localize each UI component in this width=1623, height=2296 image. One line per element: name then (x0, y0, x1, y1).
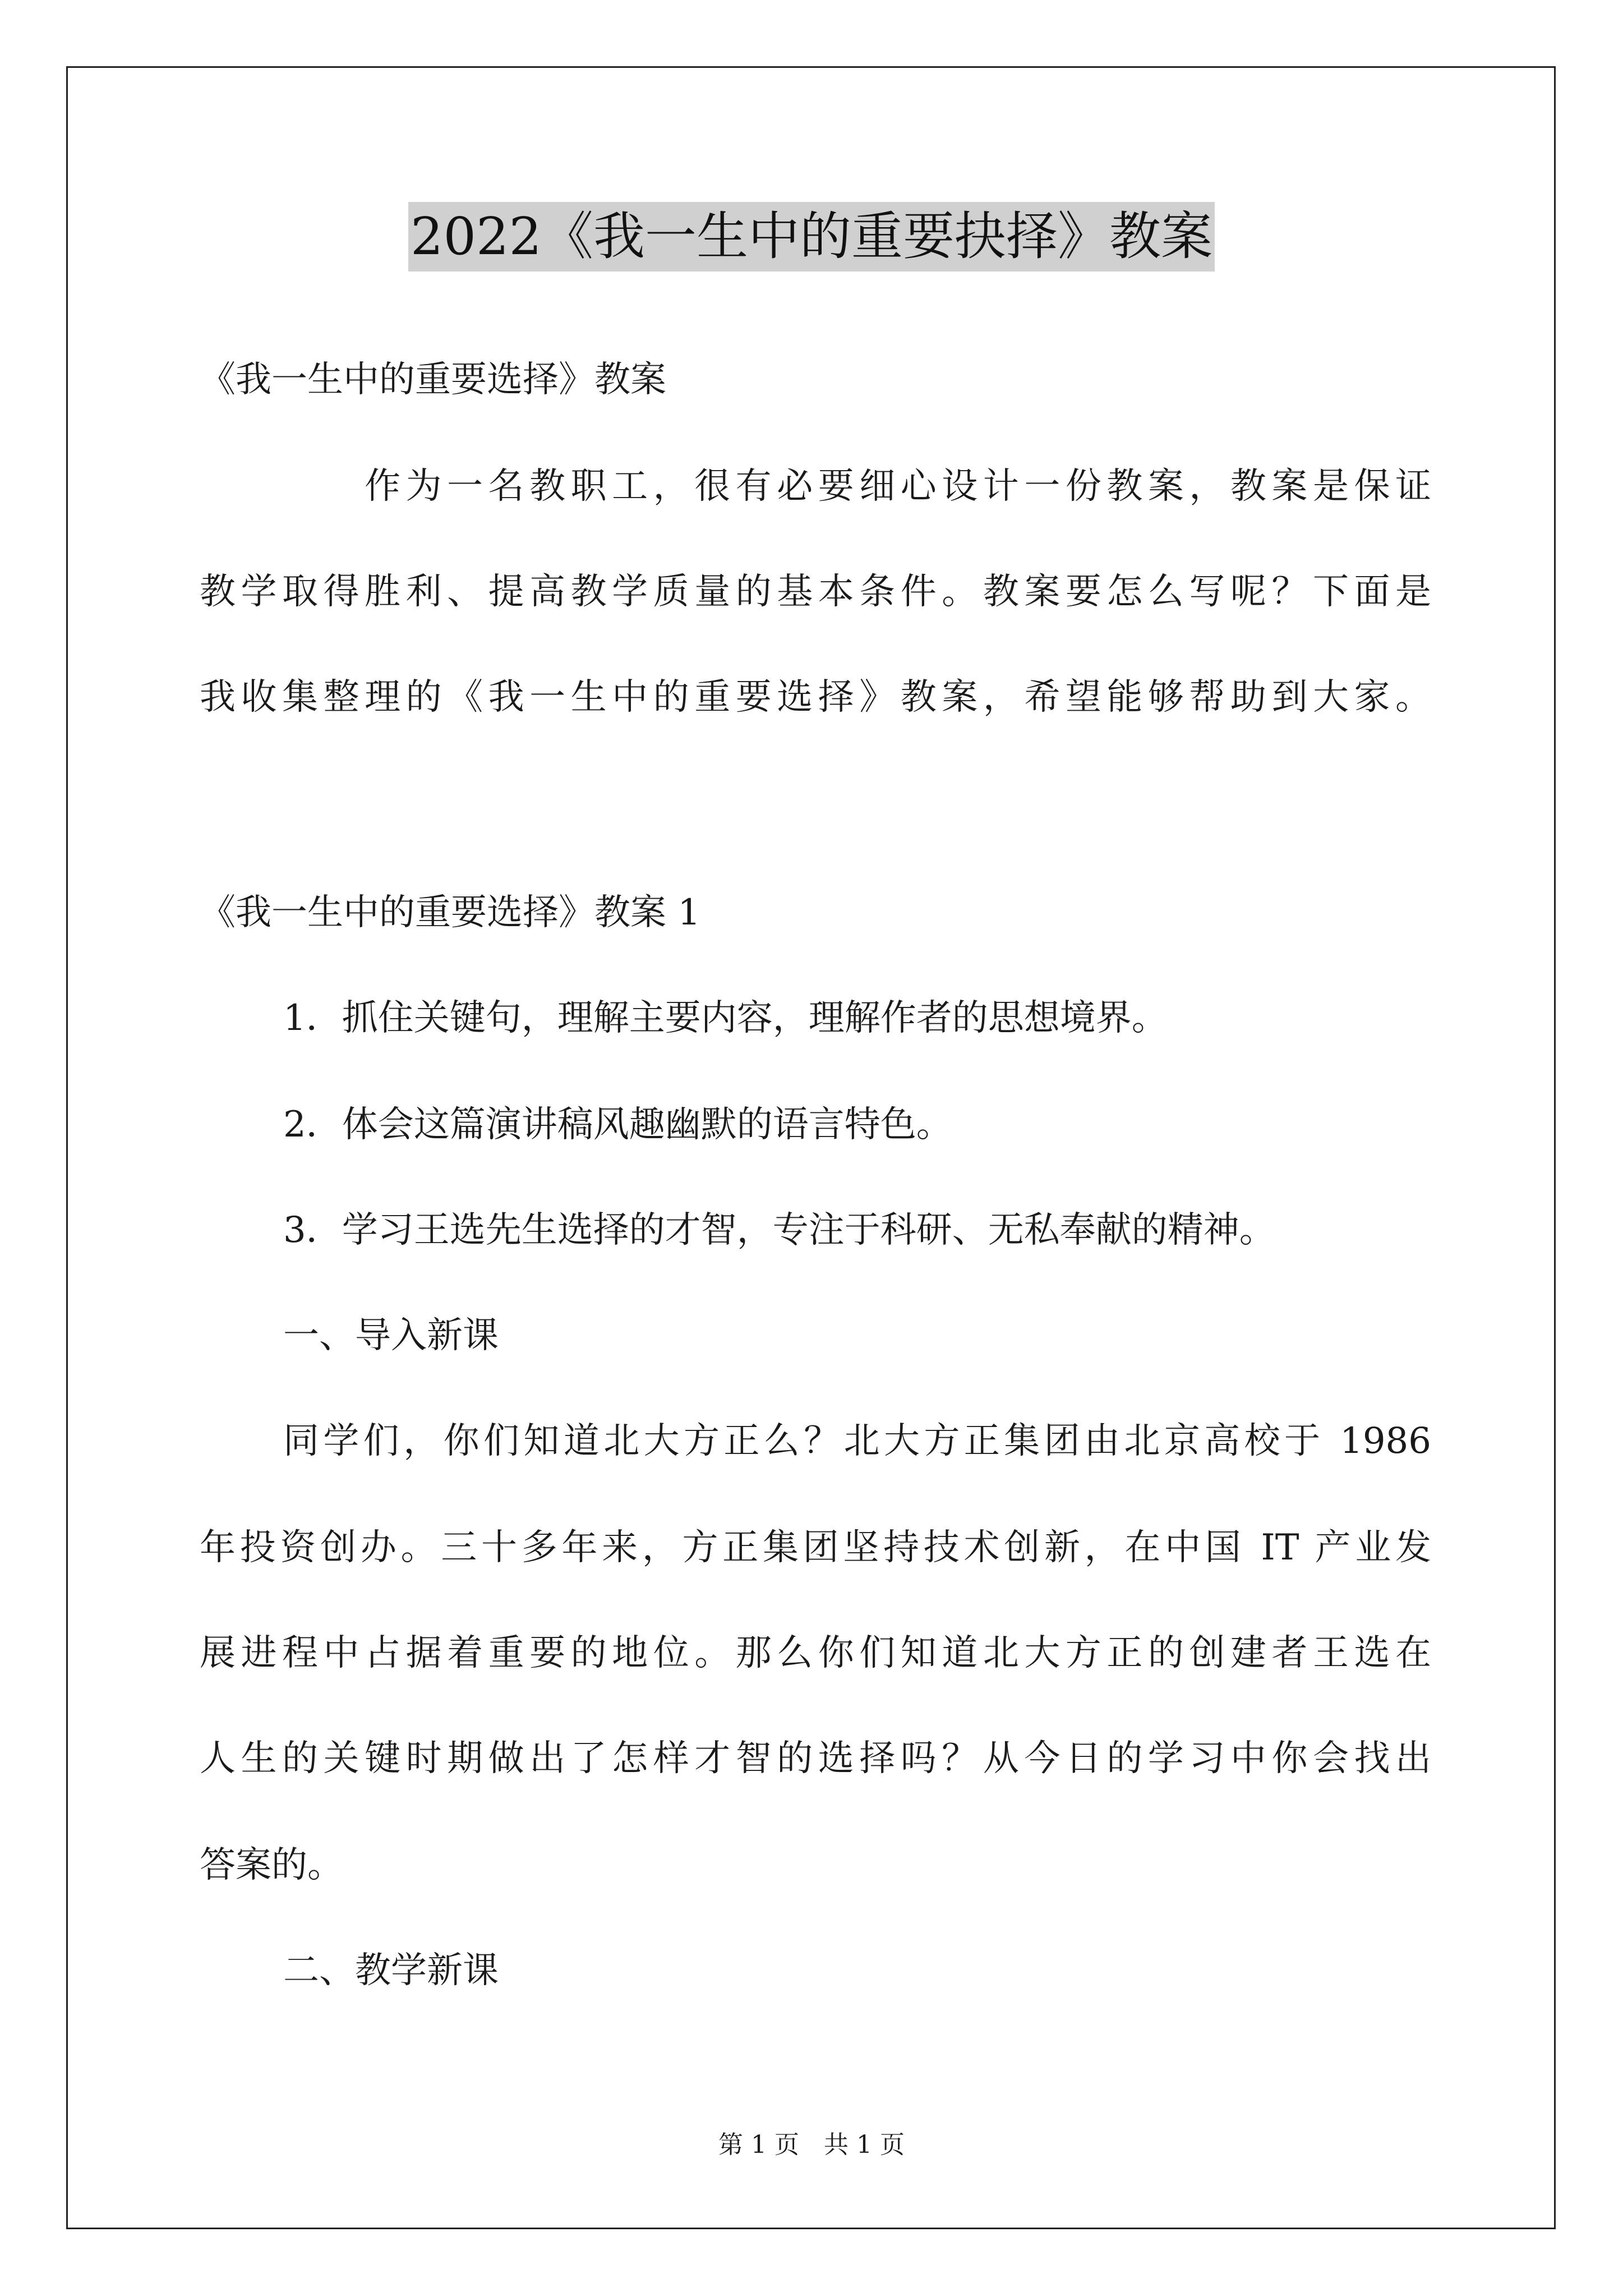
objective-3: 3．学习王选先生选择的才智，专注于科研、无私奉献的精神。 (283, 1209, 1275, 1251)
part-one-line-3: 展进程中占据着重要的地位。那么你们知道北大方正的创建者王选在 (200, 1632, 1431, 1674)
intro-line-3: 我收集整理的《我一生中的重要选择》教案，希望能够帮助到大家。 (200, 677, 1431, 718)
document-title: 2022《我一生中的重要抉择》教案 (408, 202, 1215, 272)
intro-line-2: 教学取得胜利、提高教学质量的基本条件。教案要怎么写呢？下面是 (200, 571, 1431, 613)
part-one-heading: 一、导入新课 (283, 1315, 499, 1356)
part-one-line-1: 同学们，你们知道北大方正么？北大方正集团由北京高校于 1986 (283, 1420, 1431, 1462)
objective-2: 2．体会这篇演讲稿风趣幽默的语言特色。 (283, 1104, 952, 1145)
title-container (0, 202, 1623, 272)
part-one-line-4: 人生的关键时期做出了怎样才智的选择吗？从今日的学习中你会找出 (200, 1738, 1431, 1779)
part-one-line-5: 答案的。 (200, 1844, 343, 1886)
section-heading: 《我一生中的重要选择》教案 1 (200, 892, 701, 933)
page-footer: 第 1 页 共 1 页 (718, 2131, 905, 2159)
objective-1: 1．抓住关键句，理解主要内容，理解作者的思想境界。 (283, 997, 1168, 1039)
document-subtitle: 《我一生中的重要选择》教案 (200, 359, 666, 401)
intro-line-1: 作为一名教职工，很有必要细心设计一份教案，教案是保证 (365, 466, 1431, 507)
part-one-line-2: 年投资创办。三十多年来，方正集团坚持技术创新，在中国 IT 产业发 (200, 1527, 1431, 1568)
part-two-heading: 二、教学新课 (283, 1950, 499, 1991)
